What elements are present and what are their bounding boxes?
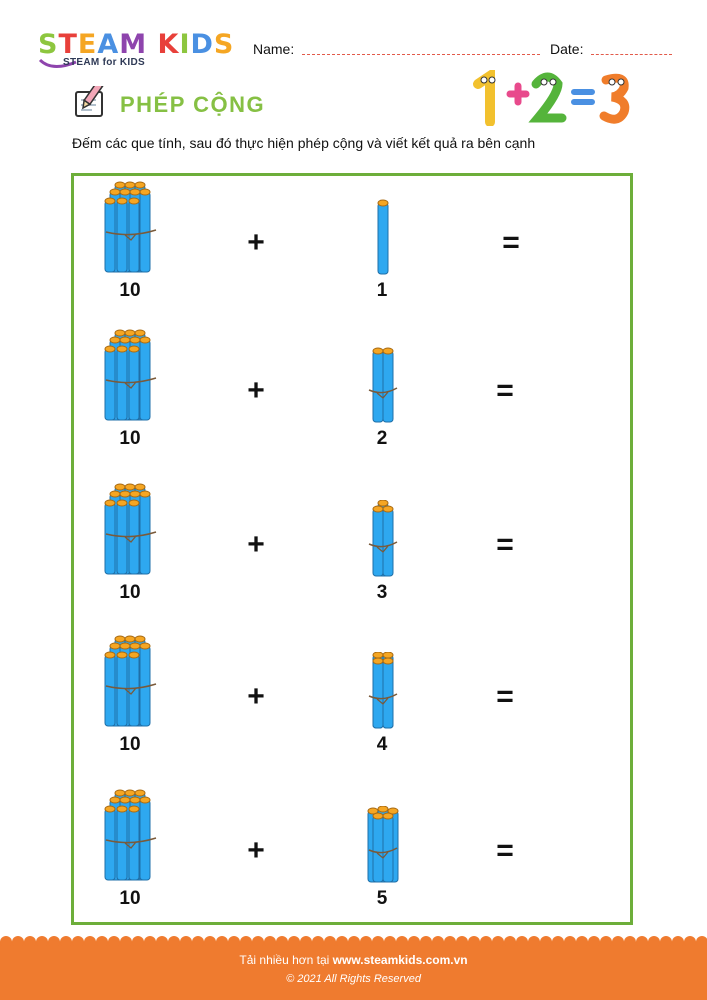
worksheet-pencil-icon (72, 86, 108, 120)
right-number-label: 3 (376, 582, 388, 603)
equals-sign: = (496, 834, 514, 867)
stick (140, 491, 150, 574)
logo-letter (147, 31, 157, 59)
loose-sticks (367, 652, 399, 737)
stick (105, 806, 115, 880)
bundle-of-ten-sticks (104, 632, 158, 735)
equals-sign: = (496, 680, 514, 713)
stick (373, 348, 383, 422)
right-number-label: 4 (376, 734, 388, 755)
right-number-label: 2 (376, 428, 388, 449)
date-field[interactable] (591, 54, 672, 55)
stick (140, 337, 150, 420)
equals-sign: = (496, 374, 514, 407)
equals-sign: = (502, 226, 520, 259)
stick (378, 200, 388, 274)
logo-letter: K (157, 29, 180, 60)
answer-space[interactable] (530, 672, 620, 712)
right-number-label: 5 (376, 888, 388, 909)
logo-letter: A (97, 29, 120, 60)
bundle-of-ten-sticks (104, 786, 158, 889)
footer-download-text (0, 953, 707, 967)
plus-sign: + (247, 226, 265, 259)
stick (373, 658, 383, 728)
bundle-of-ten-sticks (104, 480, 158, 583)
worksheet-title: PHÉP CỘNG (120, 92, 266, 117)
loose-sticks (367, 198, 399, 283)
stick (105, 652, 115, 726)
stick (140, 189, 150, 272)
logo-letter: T (58, 29, 78, 60)
left-number-label: 10 (119, 734, 141, 755)
stick (373, 506, 383, 576)
footer-bar (0, 942, 707, 1000)
stick (383, 348, 393, 422)
plus-sign: + (247, 680, 265, 713)
left-number-label: 10 (119, 582, 141, 603)
bundle-of-ten-sticks (104, 326, 158, 429)
loose-sticks (367, 346, 399, 431)
logo-letter: D (190, 29, 214, 60)
plus-sign: + (247, 528, 265, 561)
bundle-of-ten-sticks (104, 178, 158, 281)
answer-space[interactable] (530, 218, 620, 258)
right-number-label: 1 (376, 280, 388, 301)
logo-letter: S (213, 29, 235, 60)
logo-letter: E (77, 29, 98, 60)
logo-subtitle: STEAM for KIDS (63, 57, 145, 68)
stick (105, 198, 115, 272)
answer-space[interactable] (530, 366, 620, 406)
stick (140, 643, 150, 726)
answer-space[interactable] (530, 826, 620, 866)
left-number-label: 10 (119, 428, 141, 449)
plus-sign: + (247, 834, 265, 867)
loose-sticks (367, 500, 399, 585)
plus-sign: + (247, 374, 265, 407)
steam-kids-logo (38, 31, 234, 59)
logo-letter: S (38, 29, 59, 60)
logo-letter: I (179, 29, 191, 60)
footer-website-link[interactable]: www.steamkids.com.vn (332, 953, 468, 967)
stick (105, 500, 115, 574)
instruction-text: Đếm các que tính, sau đó thực hiện phép cộng và viết kết quả ra bên cạnh (72, 135, 536, 151)
stick (140, 797, 150, 880)
equals-sign: = (496, 528, 514, 561)
footer-prefix: Tải nhiều hơn tại (239, 953, 330, 967)
footer-scallop (0, 934, 707, 946)
date-label: Date: (550, 41, 584, 57)
name-field[interactable] (302, 54, 540, 55)
name-label: Name: (253, 41, 295, 57)
logo-letter: M (119, 29, 148, 60)
stick (383, 658, 393, 728)
left-number-label: 10 (119, 888, 141, 909)
stick (383, 813, 393, 882)
stick (105, 346, 115, 420)
numbers-mascot-icon (470, 70, 640, 126)
left-number-label: 10 (119, 280, 141, 301)
footer-copyright: © 2021 All Rights Reserved (286, 973, 421, 985)
stick (383, 506, 393, 576)
stick (373, 813, 383, 882)
loose-sticks (367, 806, 399, 891)
answer-space[interactable] (530, 520, 620, 560)
